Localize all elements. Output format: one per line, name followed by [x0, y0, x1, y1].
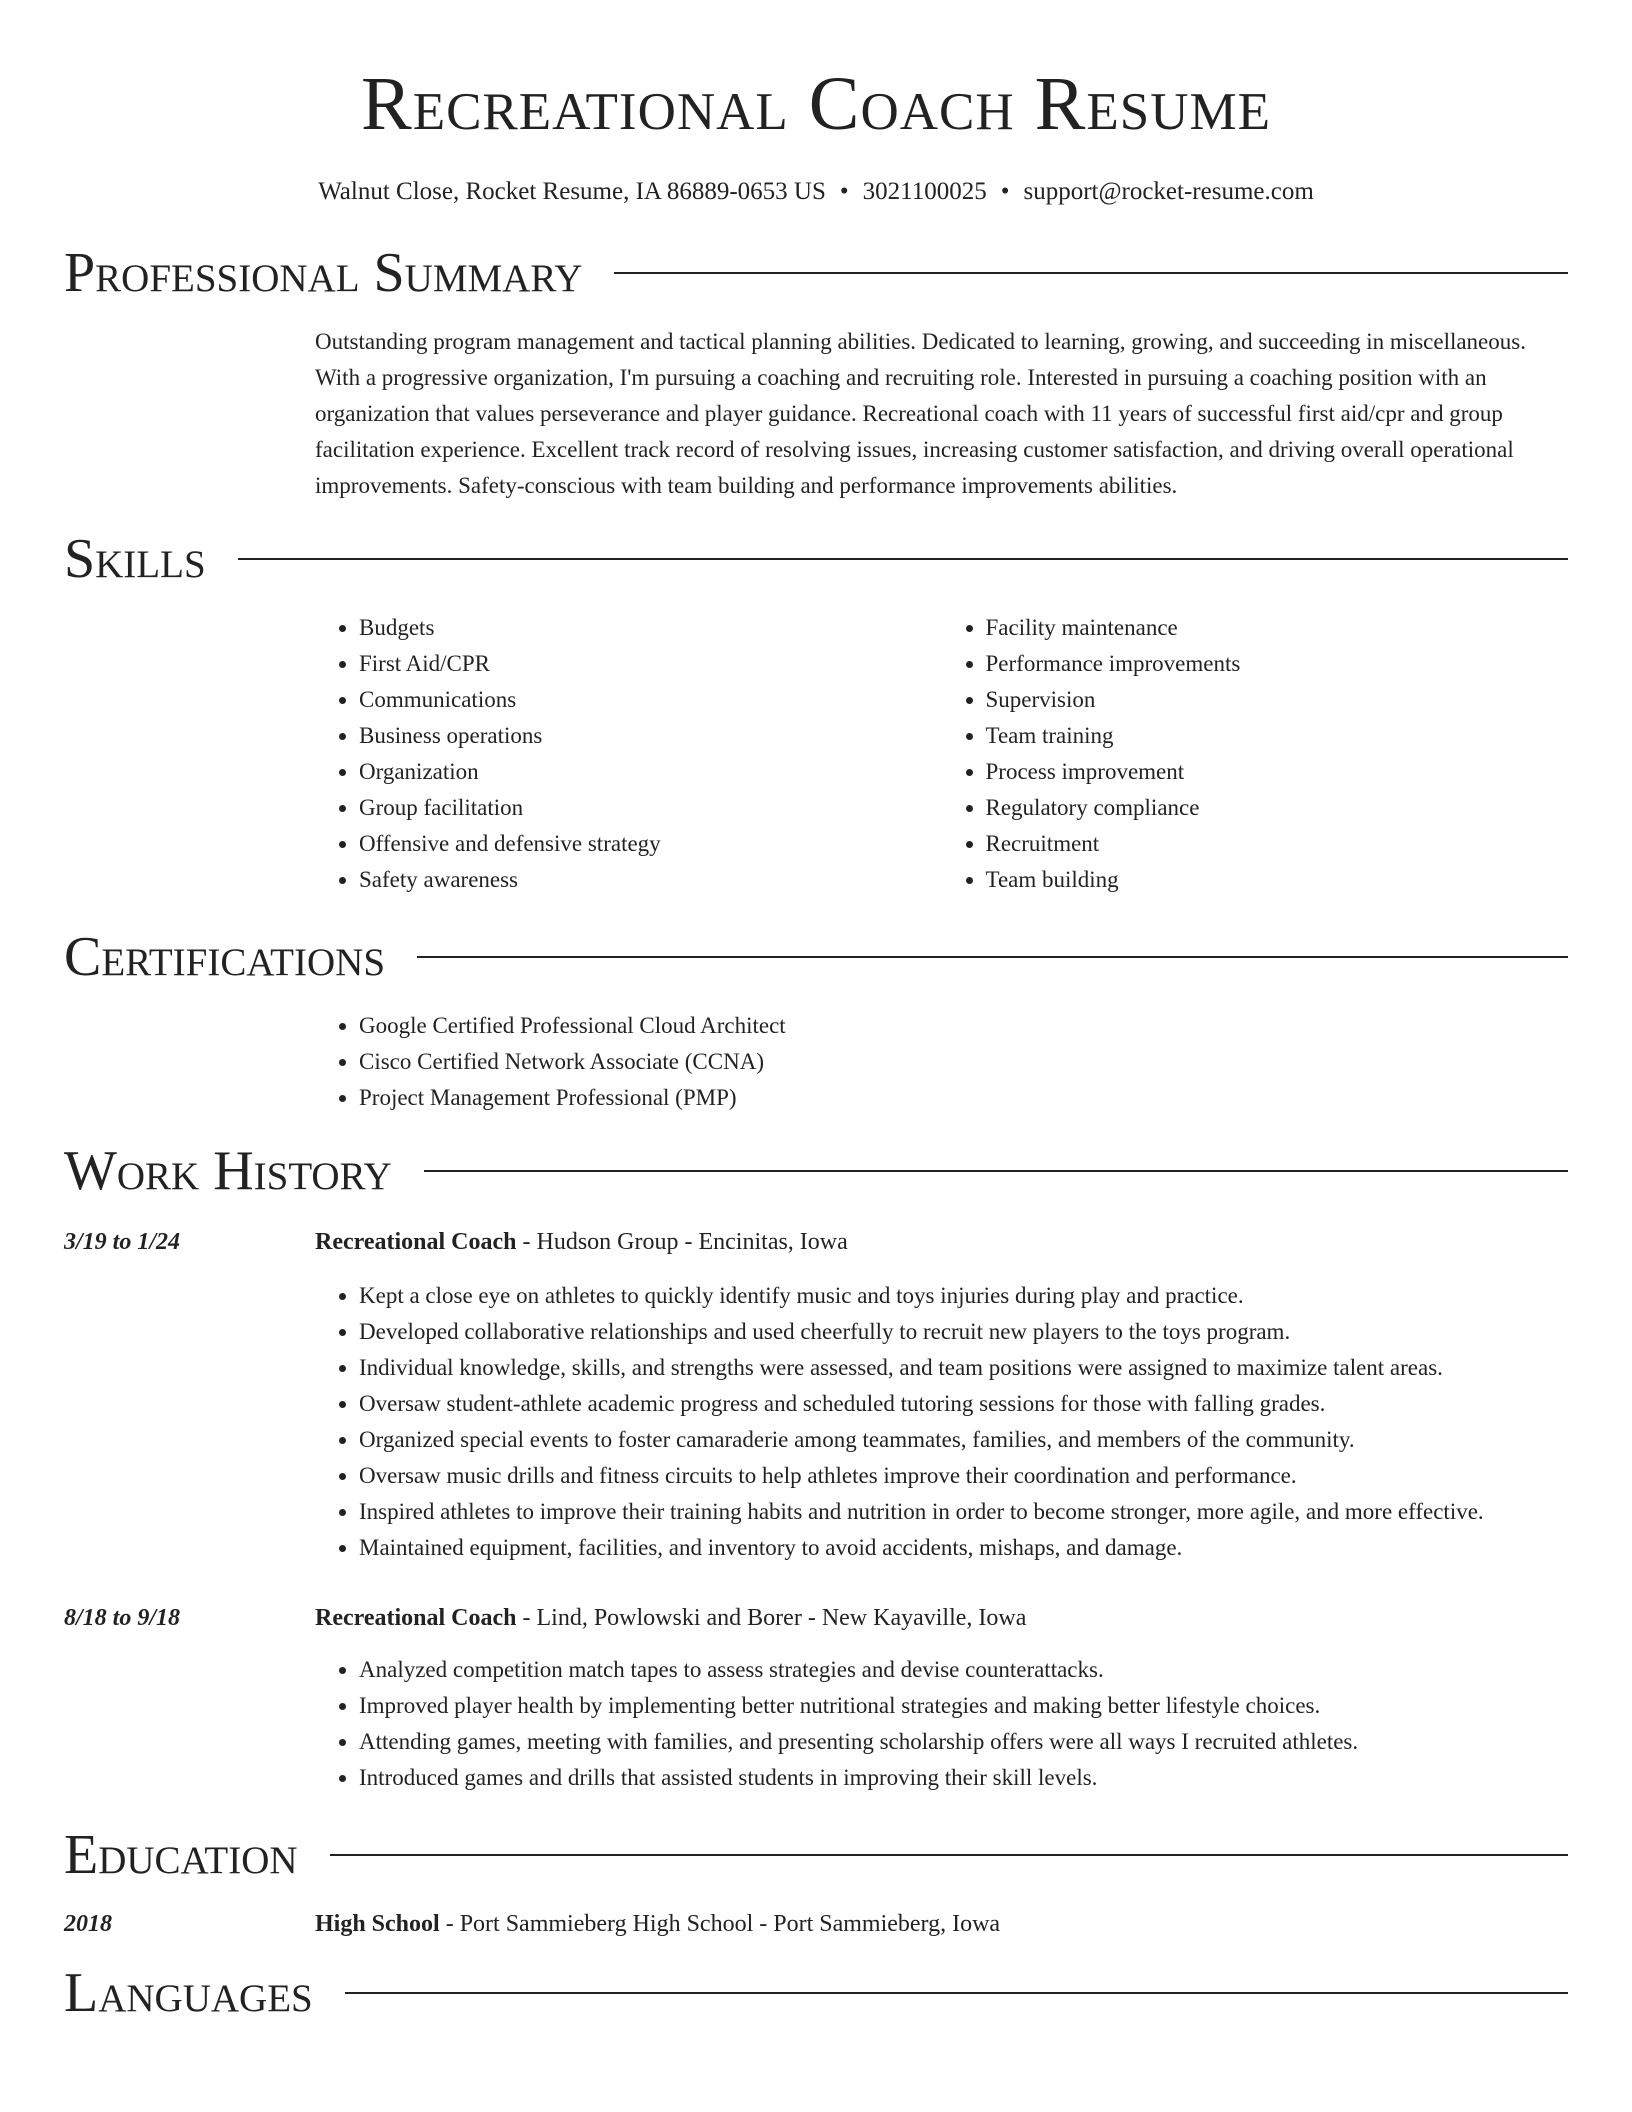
job-duties-list: [315, 1278, 1568, 1566]
certification-item: • Cisco Certified Network Associate (CCNA): [359, 1044, 1568, 1080]
certifications-header: [64, 922, 1568, 992]
education-year: 2018: [64, 1911, 112, 1937]
skill-item: • Safety awareness: [359, 862, 942, 898]
summary-body: [315, 324, 1568, 504]
certifications-section: [64, 922, 1568, 1116]
work-heading: Work History: [64, 1140, 392, 1202]
languages-heading: Languages: [64, 1962, 313, 2024]
section-divider: [424, 1170, 1568, 1172]
duty-item: • Individual knowledge, skills, and strengths were assessed, and team positions were assigned to maximize talent areas.: [359, 1350, 1568, 1386]
duty-item: • Organized special events to foster camaraderie among teammates, families, and members of the community.: [359, 1422, 1568, 1458]
resume-title: Recreational Coach Resume: [361, 62, 1271, 146]
skill-item: • First Aid/CPR: [359, 646, 942, 682]
duty-item: • Analyzed competition match tapes to assess strategies and devise counterattacks.: [359, 1652, 1568, 1688]
contact-email: support@rocket-resume.com: [1023, 178, 1314, 205]
languages-header: [64, 1958, 1568, 2028]
skills-section: [64, 524, 1568, 898]
education-header: [64, 1820, 1568, 1890]
duty-item: • Introduced games and drills that assisted students in improving their skill levels.: [359, 1760, 1568, 1796]
summary-heading: Professional Summary: [64, 242, 583, 304]
section-divider: [614, 272, 1568, 274]
job-title: Recreational Coach: [315, 1605, 517, 1631]
skill-item: • Budgets: [359, 610, 942, 646]
skill-item: • Performance improvements: [986, 646, 1569, 682]
duty-item: • Oversaw student-athlete academic progress and scheduled tutoring sessions for those with falling grades.: [359, 1386, 1568, 1422]
job-employer: - Lind, Powlowski and Borer - New Kayaville, Iowa: [516, 1605, 1027, 1631]
skills-body: [315, 610, 1568, 898]
certifications-list: [315, 1008, 1568, 1116]
duty-item: • Attending games, meeting with families, and presenting scholarship offers were all ways I recruited athletes.: [359, 1724, 1568, 1760]
work-section: [64, 1136, 1568, 1796]
contact-separator: •: [1000, 178, 1010, 205]
skills-header: [64, 524, 1568, 594]
work-header: [64, 1136, 1568, 1206]
duty-item: • Oversaw music drills and fitness circuits to help athletes improve their coordination and performance.: [359, 1458, 1568, 1494]
section-divider: [330, 1854, 1568, 1856]
duty-item: • Developed collaborative relationships and used cheerfully to recruit new players to the toys program.: [359, 1314, 1568, 1350]
skill-item: • Facility maintenance: [986, 610, 1569, 646]
skill-item: • Team training: [986, 718, 1569, 754]
skills-list-right: [942, 610, 1569, 898]
section-divider: [238, 558, 1568, 560]
summary-section: [64, 238, 1568, 504]
contact-address: Walnut Close, Rocket Resume, IA 86889-0653 US: [318, 178, 826, 205]
contact-phone: 3021100025: [862, 178, 987, 205]
summary-text: Outstanding program management and tactical planning abilities. Dedicated to learning, growing, and succeeding in miscellaneous. With a progressive organization, I'm pursuing a coaching and recruiting role. Interested in pursuing a coaching position with an organization that values perseverance and player guidance. Recreational coach with 11 years of successful first aid/cpr and group facilitation experience. Excellent track record of resolving issues, increasing customer satisfaction, and driving overall operational improvements. Safety-conscious with team building and performance improvements abilities.: [315, 329, 1526, 498]
job-employer: - Hudson Group - Encinitas, Iowa: [516, 1229, 848, 1255]
certification-item: • Project Management Professional (PMP): [359, 1080, 1568, 1116]
languages-section: [64, 1958, 1568, 2028]
education-section: [64, 1820, 1568, 1942]
certifications-body: [315, 1008, 1568, 1116]
job-entry: [64, 1600, 1568, 1796]
job-header: [64, 1600, 1568, 1636]
skills-list-left: [315, 610, 942, 898]
job-duties: [315, 1652, 1568, 1796]
education-entry: [64, 1906, 1568, 1942]
job-dates: 8/18 to 9/18: [64, 1605, 181, 1631]
skill-item: • Regulatory compliance: [986, 790, 1569, 826]
duty-item: • Improved player health by implementing better nutritional strategies and making better lifestyle choices.: [359, 1688, 1568, 1724]
certification-item: • Google Certified Professional Cloud Architect: [359, 1008, 1568, 1044]
certifications-heading: Certifications: [64, 926, 386, 988]
skill-item: • Communications: [359, 682, 942, 718]
section-divider: [345, 1992, 1568, 1994]
education-degree: High School: [315, 1911, 440, 1937]
contact-separator: •: [839, 178, 849, 205]
job-header: [64, 1224, 1568, 1260]
education-school: - Port Sammieberg High School - Port Sammieberg, Iowa: [439, 1911, 1001, 1937]
education-heading: Education: [64, 1824, 298, 1886]
skill-item: • Process improvement: [986, 754, 1569, 790]
skill-item: • Offensive and defensive strategy: [359, 826, 942, 862]
summary-header: [64, 238, 1568, 308]
job-duties: [315, 1278, 1568, 1566]
skill-item: • Team building: [986, 862, 1569, 898]
skill-item: • Business operations: [359, 718, 942, 754]
job-duties-list: [315, 1652, 1568, 1796]
skill-item: • Organization: [359, 754, 942, 790]
duty-item: • Maintained equipment, facilities, and inventory to avoid accidents, mishaps, and damage.: [359, 1530, 1568, 1566]
contact-line: [64, 176, 1568, 208]
skill-item: • Recruitment: [986, 826, 1569, 862]
job-dates: 3/19 to 1/24: [64, 1229, 181, 1255]
section-divider: [417, 956, 1568, 958]
duty-item: • Inspired athletes to improve their training habits and nutrition in order to become stronger, more agile, and more effective.: [359, 1494, 1568, 1530]
job-title: Recreational Coach: [315, 1229, 517, 1255]
job-entry: [64, 1224, 1568, 1566]
skill-item: • Supervision: [986, 682, 1569, 718]
skill-item: • Group facilitation: [359, 790, 942, 826]
duty-item: • Kept a close eye on athletes to quickly identify music and toys injuries during play and practice.: [359, 1278, 1568, 1314]
skills-heading: Skills: [64, 528, 206, 590]
